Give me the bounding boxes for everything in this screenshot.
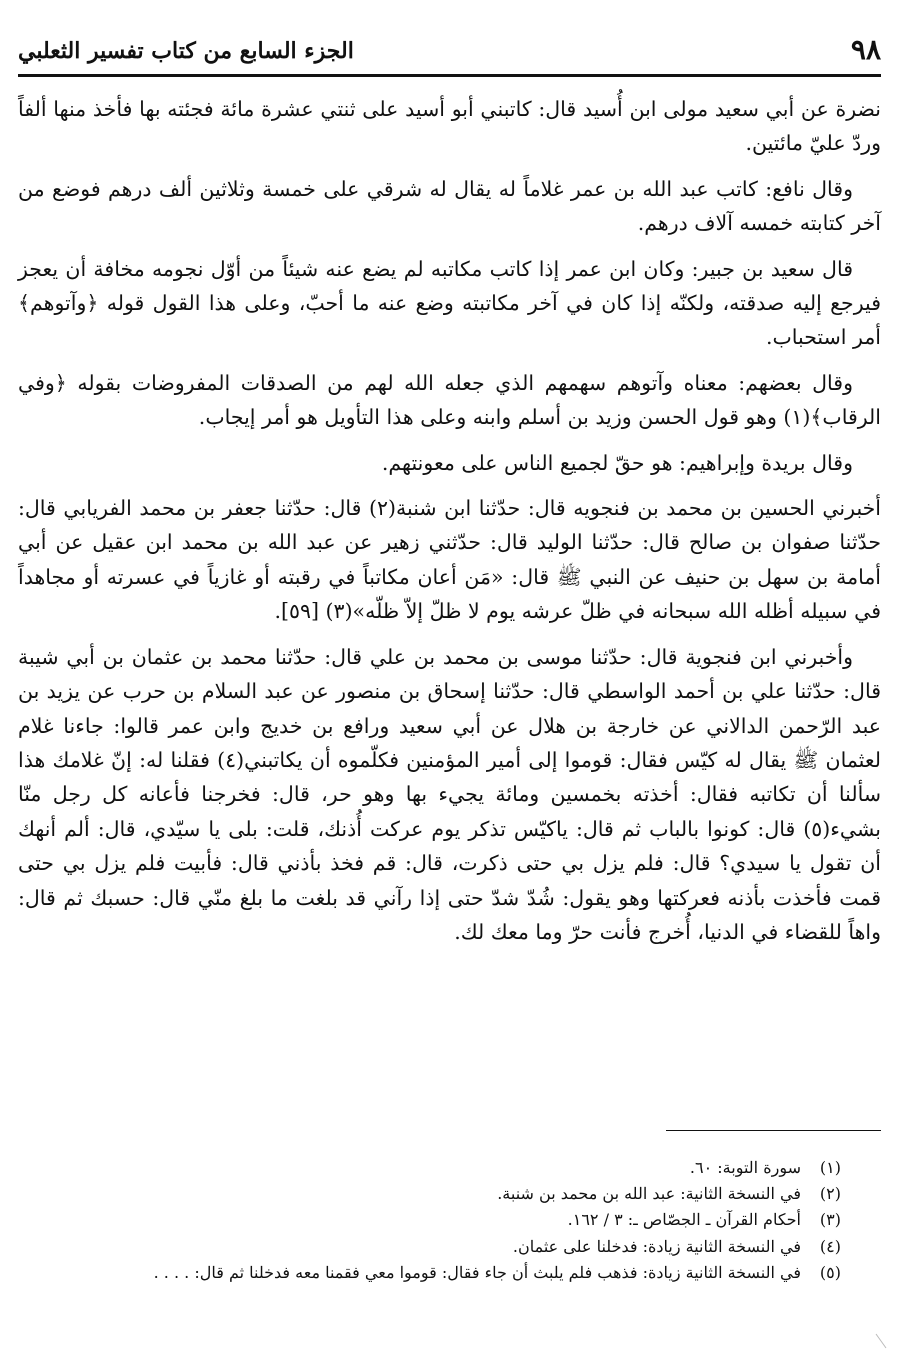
footnote-text: سورة التوبة: ٦٠. (689, 1158, 801, 1177)
paragraph: أخبرني الحسين بن محمد بن فنجويه قال: حدّثنا ابن شنبة(٢) قال: حدّثنا جعفر بن محمد الفريابي قال: حدّثنا صفوان بن صالح قال: حدّثنا الوليد قال: حدّثني زهير عن عبد الله بن محمد ابن عقيل عن أبي أمامة بن سهل بن حنيف عن النبي ﷺ قال: «مَن أعان مكاتباً في رقبته أو غازياً في عسرته أو مجاهداً في سبيله أظله الله سبحانه في ظلّ عرشه يوم لا ظلّ إلاّ ظلّه»(٣) [٥٩]. (18, 496, 881, 624)
header-rule (18, 74, 881, 77)
footnote-number: (٤) (819, 1236, 841, 1256)
footnote (18, 1155, 841, 1181)
running-title: الجزء السابع من كتاب تفسير الثعلبي (18, 38, 354, 64)
footnote-text: في النسخة الثانية زيادة: فدخلنا على عثمان. (512, 1236, 801, 1256)
footnote-text: أحكام القرآن ـ الجصّاص ـ: ٣ / ١٦٢. (567, 1210, 801, 1230)
footnote-number: (٣) (819, 1210, 841, 1230)
footnote-text: في النسخة الثانية زيادة: فذهب فلم يلبث أن جاء فقال: قوموا معي فقمنا معه فدخلنا ثم قال: . . . . (153, 1262, 801, 1282)
footnote (18, 1181, 841, 1207)
paragraph: وقال نافع: كاتب عبد الله بن عمر غلاماً له يقال له شرقي على خمسة وثلاثين ألف درهم فوضع من آخر كتابته خمسه آلاف درهم. (18, 176, 881, 236)
paragraph: وقال بريدة وإبراهيم: هو حقّ لجميع الناس على معونتهم. (381, 450, 853, 475)
footnote (18, 1260, 841, 1286)
paragraph: نضرة عن أبي سعيد مولى ابن أُسيد قال: كاتبني أبو أسيد على ثنتي عشرة مائة فجئته بها فأخذ منها ألفاً وردّ عليّ مائتين. (18, 97, 881, 156)
main-text (18, 92, 881, 960)
footnote (18, 1234, 841, 1260)
footnote-text: في النسخة الثانية: عبد الله بن محمد بن شنبة. (497, 1184, 801, 1204)
paragraph: وأخبرني ابن فنجوية قال: حدّثنا موسى بن محمد بن علي قال: حدّثنا محمد بن عثمان بن أبي شيبة قال: حدّثنا علي بن أحمد الواسطي قال: حدّثنا إسحاق بن منصور عن عبد السلام بن حرب عن يزيد بن عبد الرّحمن الدالاني عن خارجة بن هلال عن أبي سعيد ورافع بن خديج وابن عمر قالوا: جاءنا غلام لعثمان ﷺ يقال له كيّس فقال: قوموا إلى أمير المؤمنين فكلّموه أن يكاتبني(٤) فقلنا له: إنّ غلامك هذا سألنا أن تكاتبه فقال: أخذته بخمسين ومائة يجيء بها وهو حر، قال: فخرجنا فأعانه كل رجل منّا بشيء(٥) قال: كونوا بالباب ثم قال: ياكيّس تذكر يوم عركت أُذنك، قلت: بلى يا سيّدي، قال: ألم أنهك أن تقول يا سيدي؟ قال: فلم يزل بي حتى ذكرت، قال: قم فخذ بأذني قال: فأبيت فلم يزل بي حتى قمت فأخذت بأذنه فعركتها وهو يقول: شُدّ شدّ حتى إذا رآني قد بلغت ما بلغ منّي قال: حسبك ثم قال: واهاً للقضاء في الدنيا، أُخرج فأنت حرّ وما معك لك. (18, 644, 881, 944)
footnote (18, 1207, 841, 1233)
paragraph: قال سعيد بن جبير: وكان ابن عمر إذا كاتب مكاتبه لم يضع عنه شيئاً من أوّل نجومه مخافة أن يعجز فيرجع إليه صدقته، ولكنّه إذا كان في آخر مكاتبته وضع عنه ما أحبّ، وعلى هذا القول قوله ﴿وآتوهم﴾ أمر استحباب. (18, 256, 881, 350)
page-header (18, 32, 881, 72)
footnote-separator (666, 1130, 881, 1131)
page-number: ٩٨ (850, 33, 881, 66)
footnote-number: (١) (819, 1158, 841, 1177)
paragraph: وقال بعضهم: معناه وآتوهم سهمهم الذي جعله الله لهم من الصدقات المفروضات بقوله ﴿وفي الرقاب﴾(١) وهو قول الحسن وزيد بن أسلم وابنه وعلى هذا التأويل هو أمر إيجاب. (18, 370, 881, 430)
page-corner-mark (874, 1332, 888, 1350)
footnote-number: (٢) (819, 1184, 841, 1204)
footnotes (18, 1155, 841, 1286)
footnote-number: (٥) (819, 1262, 841, 1282)
